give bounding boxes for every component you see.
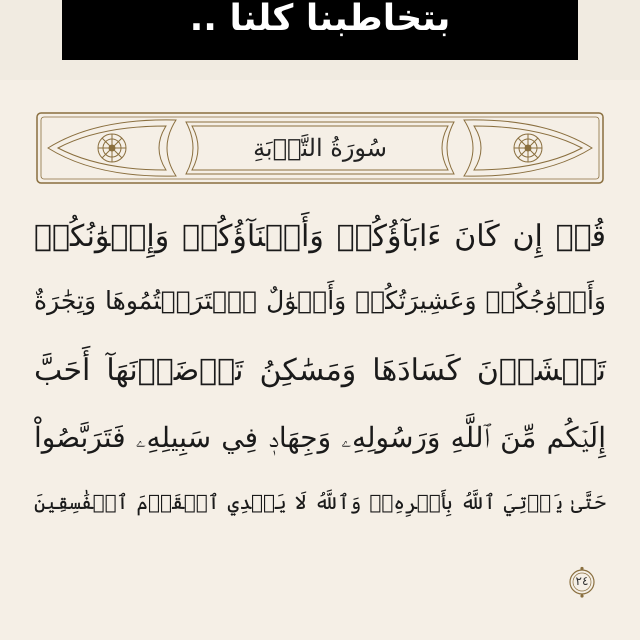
caption-banner — [62, 0, 578, 60]
verse-line-4: إِلَيۡكُم مِّنَ ٱللَّهِ وَرَسُولِهِۦ وَجِهَادٖ فِي سَبِيلِهِۦ فَتَرَبَّصُواْ — [34, 421, 606, 454]
surah-title: سُورَةُ التَّوۡبَةِ — [253, 134, 387, 162]
verse-line-5: حَتَّىٰ يَأۡتِيَ ٱللَّهُ بِأَمۡرِهِۦۗ وَٱللَّهُ لَا يَهۡدِي ٱلۡقَوۡمَ ٱلۡفَٰسِقِينَ — [34, 490, 606, 514]
verse-line-2: وَأَزۡوَٰجُكُمۡ وَعَشِيرَتُكُمۡ وَأَمۡوَٰلٌ ٱقۡتَرَفۡتُمُوهَا وَتِجَٰرَةٌ — [34, 286, 606, 315]
ayah-number: ٢٤ — [575, 574, 589, 588]
verse-line-1: قُلۡ إِن كَانَ ءَابَآؤُكُمۡ وَأَبۡنَآؤُكُمۡ وَإِخۡوَٰنُكُمۡ — [34, 219, 606, 254]
ayah-number-marker — [568, 566, 596, 600]
surah-header-frame — [36, 112, 604, 184]
caption-text: بتخاطبنا كلنا .. — [189, 0, 451, 39]
verse-line-3: تَخۡشَوۡنَ كَسَادَهَا وَمَسَٰكِنُ تَرۡضَوۡنَهَآ أَحَبَّ — [34, 353, 606, 388]
